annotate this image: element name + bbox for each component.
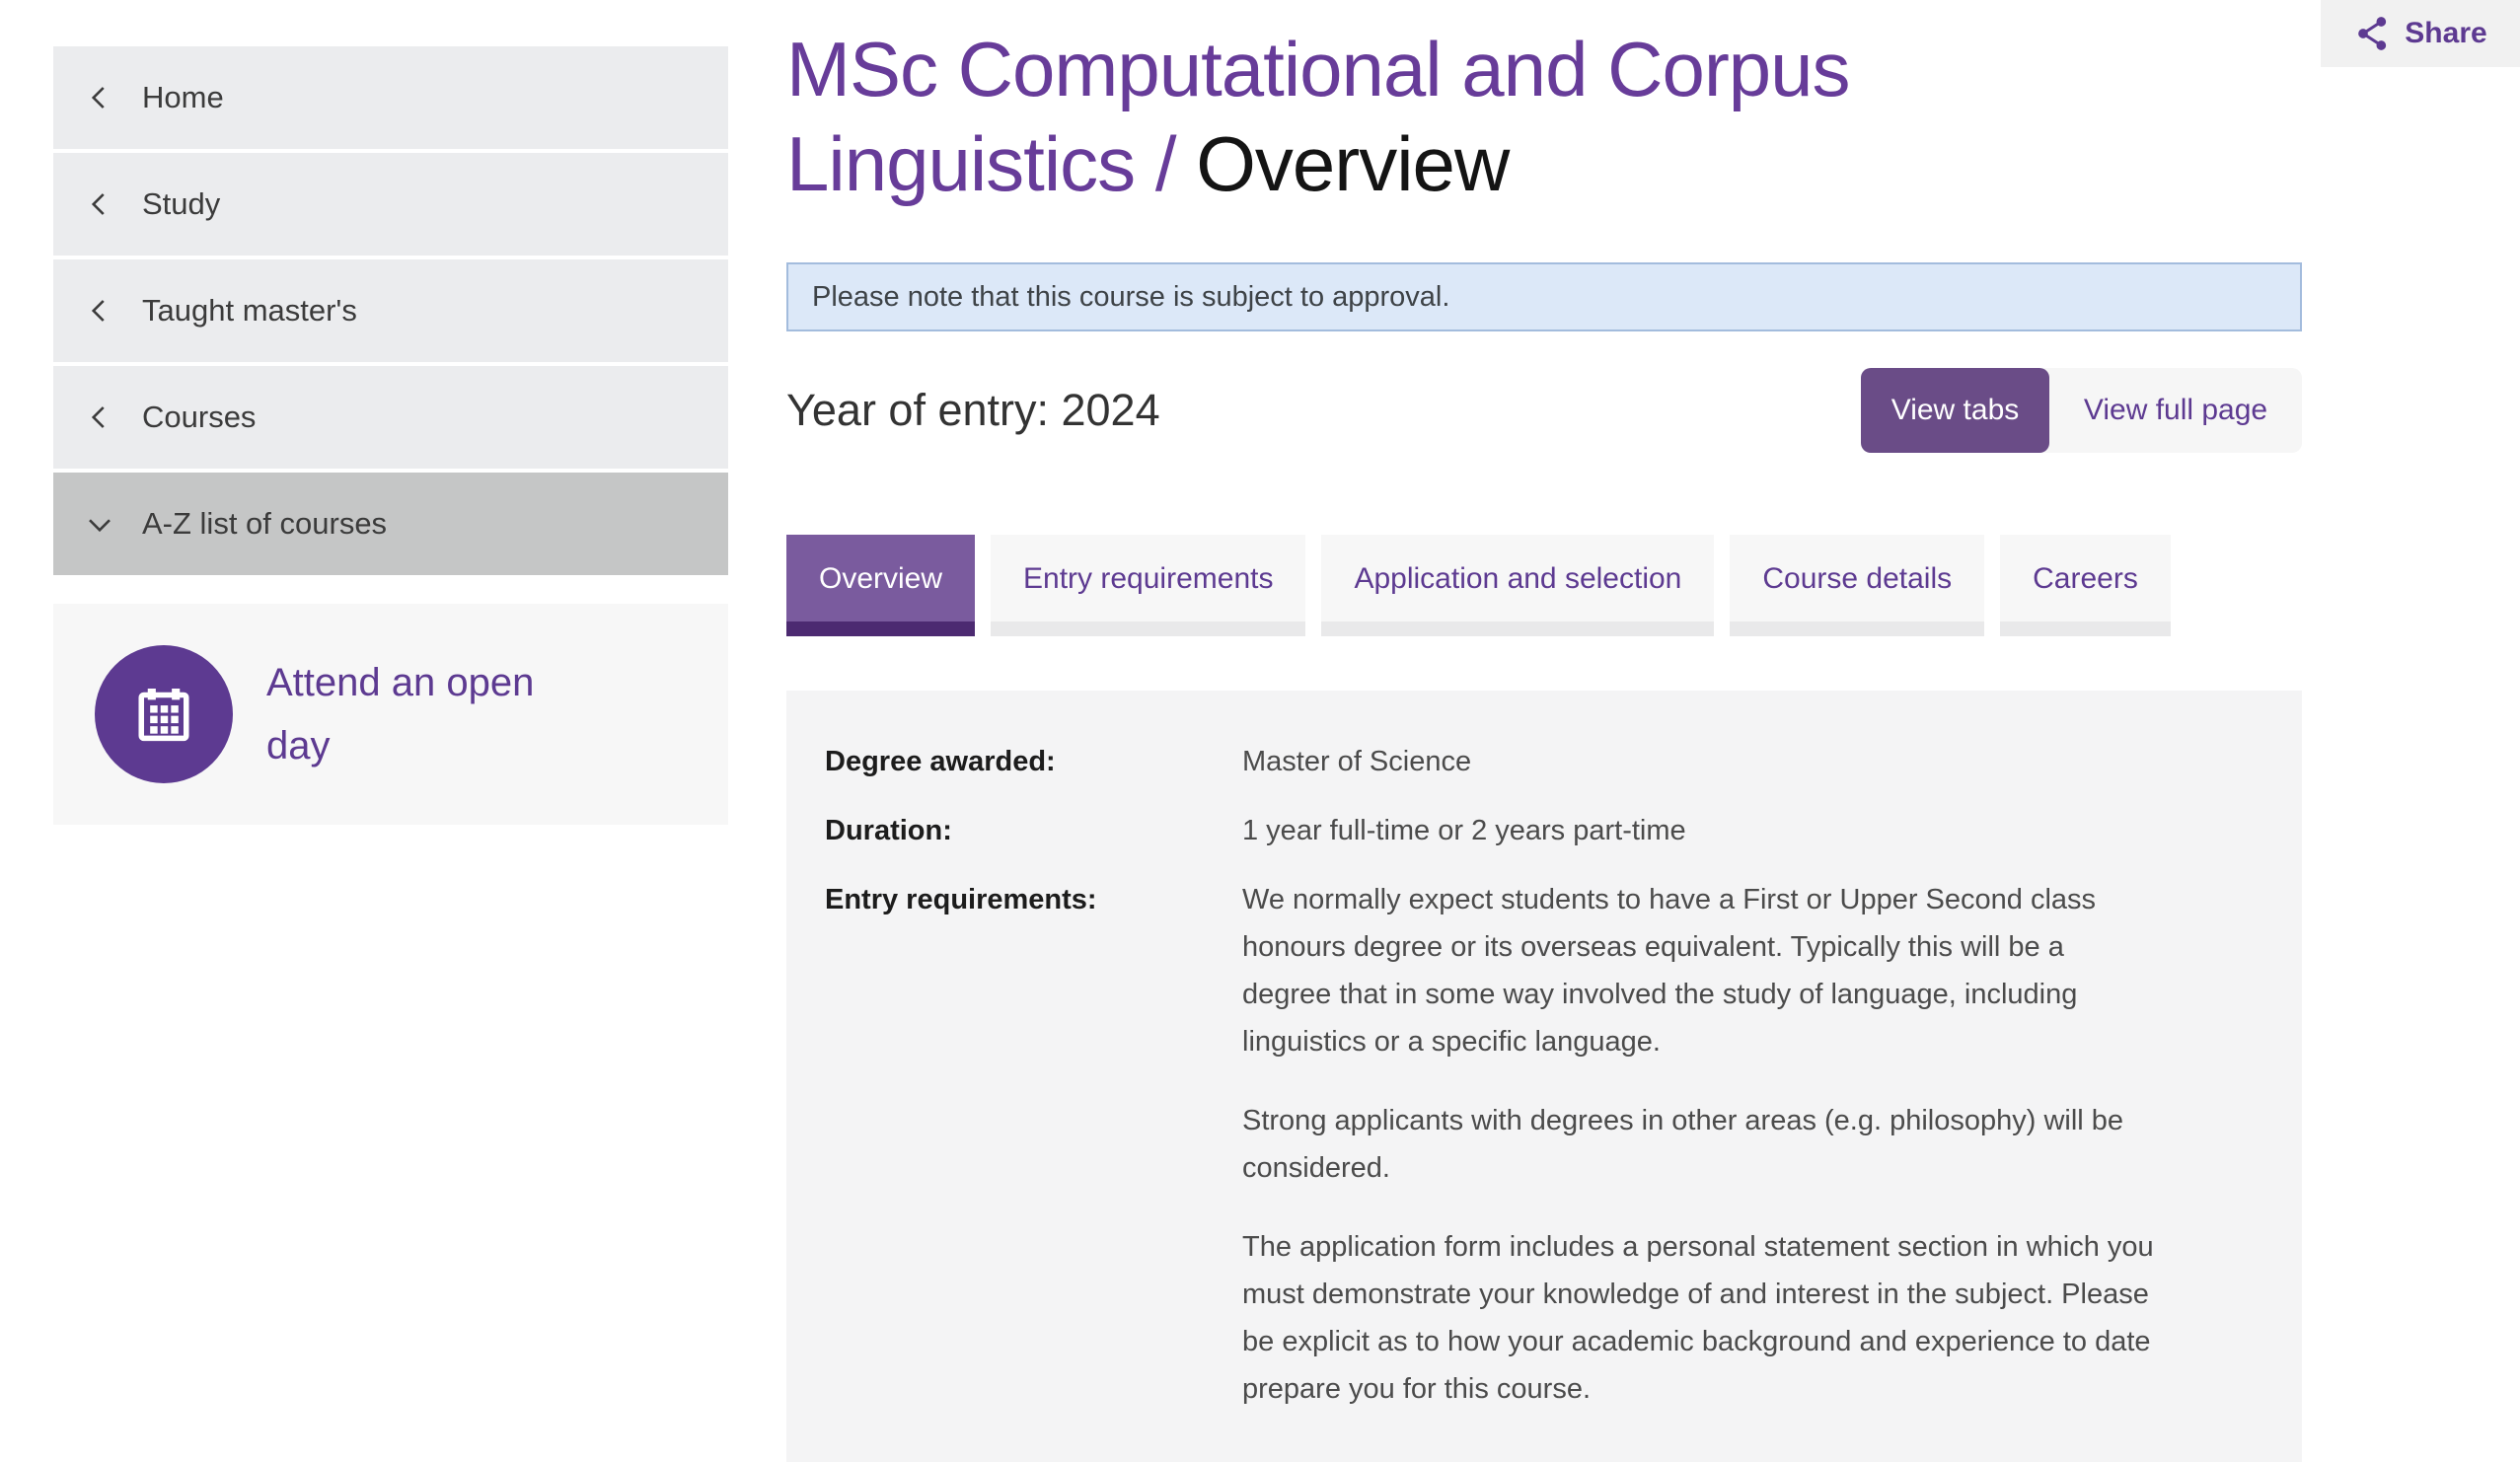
sidebar-item-study[interactable] [53, 153, 728, 256]
tab-careers[interactable]: Careers [2000, 535, 2171, 636]
overview-panel [786, 691, 2302, 1462]
page-title [786, 22, 2326, 211]
entry-requirements-paragraph: The application form includes a personal statement section in which you must demonstrate your knowledge of and interest in the subject. Please be explicit as to how your academic background and experience to date prepare you for this course. [1242, 1231, 2154, 1405]
detail-label: Degree awarded: [825, 746, 1056, 777]
sidebar-item-label: Study [142, 186, 221, 221]
page-title-section: Overview [1196, 120, 1510, 207]
detail-row-degree-awarded [825, 738, 2302, 785]
share-button-label: Share [2405, 17, 2487, 49]
detail-row-entry-requirements [825, 876, 2302, 1413]
tab-overview[interactable]: Overview [786, 535, 975, 636]
calendar-icon [125, 676, 202, 753]
sidebar-item-home[interactable] [53, 46, 728, 149]
sidebar-item-label: Home [142, 80, 224, 114]
entry-requirements-paragraph: We normally expect students to have a First or Upper Second class honours degree or its overseas equivalent. Typically this will be a degree that in some way involved the study of language, including linguistics or a specific language. [1242, 884, 2097, 1058]
detail-value [1242, 876, 2155, 1413]
page-title-course-name-line1: MSc Computational and Corpus [786, 26, 1850, 112]
sidebar-item-taught-masters[interactable] [53, 259, 728, 362]
sidebar-item-label: A-Z list of courses [142, 506, 388, 541]
view-tabs-button[interactable]: View tabs [1861, 368, 2049, 453]
tab-entry-requirements[interactable]: Entry requirements [991, 535, 1305, 636]
breadcrumb-sidebar [53, 46, 728, 825]
page-title-course-name-line2: Linguistics / [786, 120, 1197, 207]
attend-open-day-label: Attend an open day [266, 661, 535, 768]
chevron-left-icon [85, 189, 114, 219]
sidebar-item-label: Taught master's [142, 293, 357, 328]
approval-notice-banner [786, 262, 2302, 331]
year-of-entry-heading: Year of entry: 2024 [786, 385, 1160, 435]
detail-value: 1 year full-time or 2 years part-time [1242, 815, 1686, 846]
sidebar-item-az-list[interactable] [53, 473, 728, 575]
detail-value: Master of Science [1242, 746, 1472, 777]
detail-row-duration [825, 807, 2302, 854]
chevron-left-icon [85, 83, 114, 112]
tab-application-and-selection[interactable]: Application and selection [1321, 535, 1714, 636]
chevron-left-icon [85, 402, 114, 432]
share-icon [2353, 14, 2393, 53]
tab-course-details[interactable]: Course details [1730, 535, 1984, 636]
attend-open-day-link[interactable] [53, 604, 728, 825]
course-section-tabs [786, 535, 2171, 636]
entry-requirements-paragraph: Strong applicants with degrees in other areas (e.g. philosophy) will be considered. [1242, 1105, 2124, 1184]
chevron-down-icon [85, 509, 114, 539]
approval-notice-text: Please note that this course is subject to approval. [812, 280, 1450, 313]
view-full-page-button[interactable]: View full page [2049, 368, 2302, 453]
detail-label: Duration: [825, 815, 952, 846]
share-button[interactable] [2321, 0, 2520, 67]
detail-label: Entry requirements: [825, 884, 1097, 915]
chevron-left-icon [85, 296, 114, 326]
calendar-icon-circle [95, 645, 233, 783]
sidebar-item-courses[interactable] [53, 366, 728, 469]
view-mode-toggle [1861, 368, 2302, 453]
sidebar-item-label: Courses [142, 400, 257, 434]
